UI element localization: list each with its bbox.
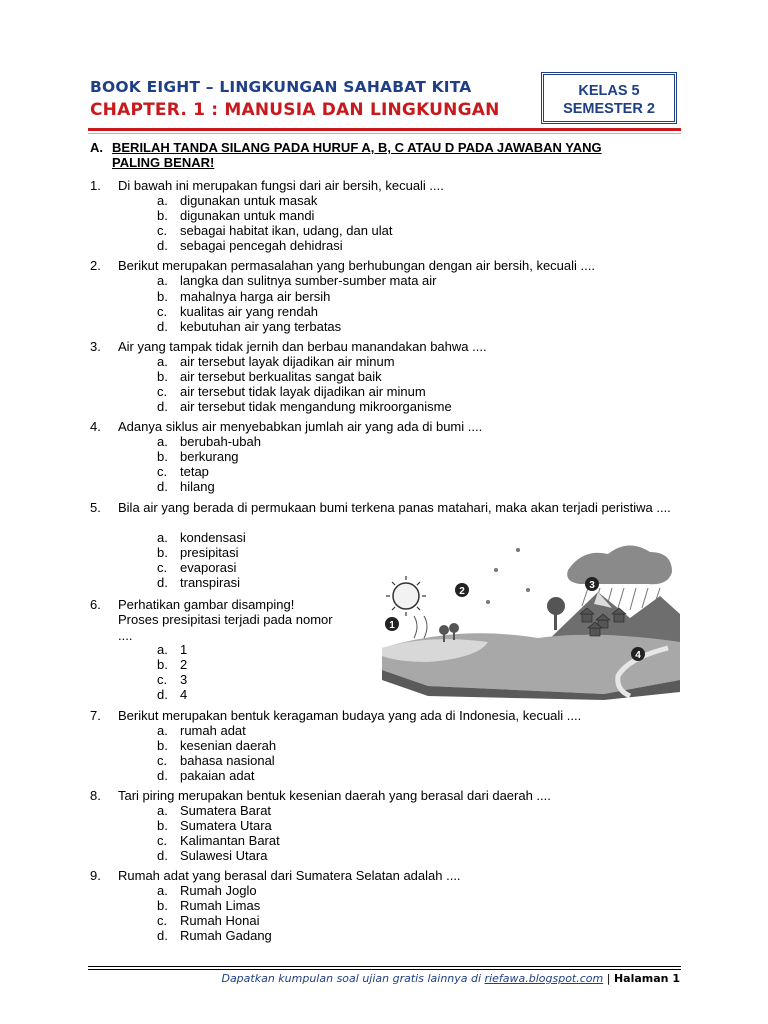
question-stem: Di bawah ini merupakan fungsi dari air bersih, kecuali .... bbox=[118, 178, 444, 193]
option-letter: d. bbox=[157, 238, 168, 253]
option-letter: b. bbox=[157, 369, 168, 384]
book-title: BOOK EIGHT – LINGKUNGAN SAHABAT KITA bbox=[90, 78, 472, 96]
option-text: 4 bbox=[180, 687, 188, 702]
option-text: sebagai pencegah dehidrasi bbox=[180, 238, 343, 253]
question-number: 8. bbox=[90, 788, 101, 803]
option-letter: a. bbox=[157, 723, 168, 738]
option-letter: c. bbox=[157, 753, 168, 768]
header-divider bbox=[88, 128, 681, 131]
option-letter: b. bbox=[157, 545, 168, 560]
option-text: 2 bbox=[180, 657, 188, 672]
option-text: hilang bbox=[180, 479, 215, 494]
option-text: kondensasi bbox=[180, 530, 246, 545]
option-letter: a. bbox=[157, 193, 168, 208]
option-letter: b. bbox=[157, 738, 168, 753]
option-letter: a. bbox=[157, 642, 168, 657]
figure-label-3: 3 bbox=[589, 580, 595, 591]
option-text: tetap bbox=[180, 464, 209, 479]
option-letter: b. bbox=[157, 818, 168, 833]
option-letter: a. bbox=[157, 883, 168, 898]
option-text: digunakan untuk masak bbox=[180, 193, 318, 208]
option-text: Sumatera Barat bbox=[180, 803, 272, 818]
option-text: air tersebut berkualitas sangat baik bbox=[180, 369, 382, 384]
question-number: 9. bbox=[90, 868, 101, 883]
option-letter: c. bbox=[157, 464, 168, 479]
option-letter: b. bbox=[157, 289, 168, 304]
class-label: KELAS 5 bbox=[578, 83, 640, 99]
option-letter: c. bbox=[157, 384, 168, 399]
semester-label: SEMESTER 2 bbox=[563, 101, 655, 117]
option-text: 1 bbox=[180, 642, 188, 657]
option-text: Kalimantan Barat bbox=[180, 833, 280, 848]
option-letter: a. bbox=[157, 273, 168, 288]
option-letter: a. bbox=[157, 530, 168, 545]
option-text: berkurang bbox=[180, 449, 239, 464]
option-text: kebutuhan air yang terbatas bbox=[180, 319, 342, 334]
question-stem: Perhatikan gambar disamping! Proses presipitasi terjadi pada nomor .... bbox=[118, 597, 333, 643]
question-number: 5. bbox=[90, 500, 101, 515]
footer bbox=[221, 972, 680, 985]
option-text: bahasa nasional bbox=[180, 753, 275, 768]
section-instruction-text: BERILAH TANDA SILANG PADA HURUF A, B, C ATAU D PADA JAWABAN YANG PALING BENAR! bbox=[112, 140, 602, 170]
option-letter: b. bbox=[157, 449, 168, 464]
option-letter: c. bbox=[157, 304, 168, 319]
option-letter: d. bbox=[157, 928, 168, 943]
option-text: air tersebut tidak mengandung mikroorganisme bbox=[180, 399, 452, 414]
option-text: kualitas air yang rendah bbox=[180, 304, 319, 319]
footer-separator: | bbox=[606, 972, 611, 985]
option-text: digunakan untuk mandi bbox=[180, 208, 315, 223]
footer-divider-thin bbox=[88, 969, 681, 970]
option-text: evaporasi bbox=[180, 560, 237, 575]
question-stem: Air yang tampak tidak jernih dan berbau manandakan bahwa .... bbox=[118, 339, 487, 354]
option-text: Sulawesi Utara bbox=[180, 848, 268, 863]
class-semester-box bbox=[541, 72, 677, 124]
header-divider-thin bbox=[88, 133, 681, 134]
question-stem: Tari piring merupakan bentuk kesenian daerah yang berasal dari daerah .... bbox=[118, 788, 551, 803]
option-letter: b. bbox=[157, 898, 168, 913]
question-stem: Berikut merupakan permasalahan yang berhubungan dengan air bersih, kecuali .... bbox=[118, 258, 595, 273]
option-letter: d. bbox=[157, 768, 168, 783]
sun-icon bbox=[393, 583, 419, 609]
option-text: sebagai habitat ikan, udang, dan ulat bbox=[180, 223, 393, 238]
question-number: 6. bbox=[90, 597, 101, 612]
option-text: air tersebut tidak layak dijadikan air minum bbox=[180, 384, 426, 399]
question-number: 1. bbox=[90, 178, 101, 193]
option-letter: b. bbox=[157, 208, 168, 223]
figure-label-2: 2 bbox=[459, 586, 465, 597]
question-stem: Berikut merupakan bentuk keragaman budaya yang ada di Indonesia, kecuali .... bbox=[118, 708, 582, 723]
option-letter: d. bbox=[157, 399, 168, 414]
question-number: 3. bbox=[90, 339, 101, 354]
option-text: rumah adat bbox=[180, 723, 246, 738]
question-stem: Bila air yang berada di permukaan bumi terkena panas matahari, maka akan terjadi peristiwa .... bbox=[118, 500, 671, 515]
option-letter: b. bbox=[157, 657, 168, 672]
footer-link[interactable]: riefawa.blogspot.com bbox=[484, 972, 604, 985]
option-text: Rumah Limas bbox=[180, 898, 261, 913]
option-letter: c. bbox=[157, 560, 168, 575]
section-letter: A. bbox=[90, 140, 103, 155]
option-letter: d. bbox=[157, 319, 168, 334]
figure-label-4: 4 bbox=[635, 650, 641, 661]
chapter-title: CHAPTER. 1 : MANUSIA DAN LINGKUNGAN bbox=[90, 100, 500, 120]
option-text: air tersebut layak dijadikan air minum bbox=[180, 354, 395, 369]
option-text: transpirasi bbox=[180, 575, 240, 590]
option-text: berubah-ubah bbox=[180, 434, 261, 449]
option-text: Rumah Honai bbox=[180, 913, 260, 928]
option-letter: d. bbox=[157, 687, 168, 702]
option-letter: a. bbox=[157, 354, 168, 369]
option-letter: d. bbox=[157, 575, 168, 590]
water-cycle-illustration bbox=[368, 530, 680, 700]
option-text: Sumatera Utara bbox=[180, 818, 272, 833]
option-text: pakaian adat bbox=[180, 768, 255, 783]
option-text: 3 bbox=[180, 672, 188, 687]
question-stem: Rumah adat yang berasal dari Sumatera Selatan adalah .... bbox=[118, 868, 461, 883]
option-text: presipitasi bbox=[180, 545, 239, 560]
option-text: kesenian daerah bbox=[180, 738, 277, 753]
option-letter: c. bbox=[157, 833, 168, 848]
question-stem: Adanya siklus air menyebabkan jumlah air yang ada di bumi .... bbox=[118, 419, 483, 434]
option-letter: c. bbox=[157, 672, 168, 687]
option-text: mahalnya harga air bersih bbox=[180, 289, 331, 304]
option-letter: d. bbox=[157, 848, 168, 863]
option-letter: c. bbox=[157, 223, 168, 238]
page-number: Halaman 1 bbox=[613, 972, 680, 985]
option-letter: a. bbox=[157, 803, 168, 818]
footer-divider bbox=[88, 966, 681, 967]
footer-text: Dapatkan kumpulan soal ujian gratis lainnya di bbox=[221, 972, 482, 985]
option-letter: d. bbox=[157, 479, 168, 494]
question-number: 7. bbox=[90, 708, 101, 723]
question-number: 2. bbox=[90, 258, 101, 273]
option-text: Rumah Gadang bbox=[180, 928, 272, 943]
option-letter: c. bbox=[157, 913, 168, 928]
option-text: Rumah Joglo bbox=[180, 883, 257, 898]
figure-label-1: 1 bbox=[389, 620, 395, 631]
question-number: 4. bbox=[90, 419, 101, 434]
option-text: langka dan sulitnya sumber-sumber mata air bbox=[180, 273, 437, 288]
option-letter: a. bbox=[157, 434, 168, 449]
